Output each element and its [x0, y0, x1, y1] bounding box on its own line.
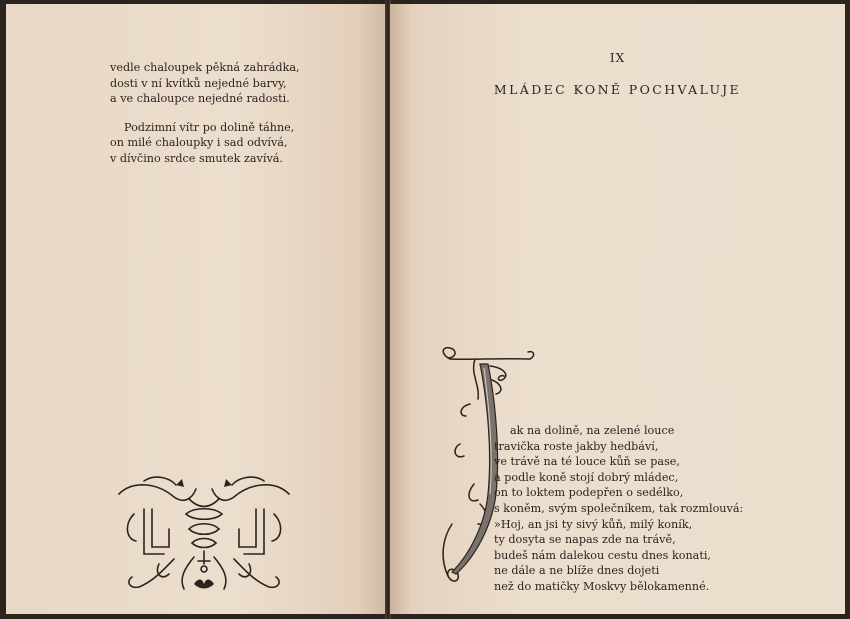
- right-poem: [494, 423, 743, 595]
- poem-line: ve trávě na té louce kůň se pase,: [494, 455, 680, 469]
- poem-stanza: [110, 60, 300, 107]
- tailpiece-ornament-icon: [114, 469, 294, 599]
- poem-line: než do matičky Moskvy bělokamenné.: [494, 579, 710, 593]
- poem-line: on milé chaloupky i sad odvívá,: [110, 136, 288, 150]
- poem-line: vedle chaloupek pěkná zahrádka,: [110, 61, 300, 74]
- poem-line: v dívčino srdce smutek zavívá.: [110, 151, 283, 165]
- right-page: [390, 4, 845, 614]
- poem-line: a ve chaloupce nejedné radosti.: [110, 92, 290, 106]
- chapter-title: MLÁDEC KONĚ POCHVALUJE: [493, 82, 742, 97]
- left-page: [6, 4, 388, 614]
- poem-line: »Hoj, an jsi ty sivý kůň, milý koník,: [494, 517, 693, 531]
- poem-line: on to loktem podepřen o sedélko,: [494, 486, 684, 500]
- poem-line: a podle koně stojí dobrý mládec,: [494, 470, 679, 484]
- poem-line: travička roste jakby hedbáví,: [494, 439, 659, 453]
- poem-line: ty dosyta se napas zde na trávě,: [494, 533, 676, 547]
- poem-line: s koněm, svým společníkem, tak rozmlouvá:: [494, 501, 744, 515]
- poem-line: Podzimní vítr po dolině táhne,: [124, 120, 295, 134]
- left-poem: [110, 60, 300, 180]
- poem-line: ak na dolině, na zelené louce: [510, 424, 675, 437]
- poem-line: dosti v ní kvítků nejedné barvy,: [110, 76, 287, 90]
- poem-line: ne dále a ne blíže dnes dojeti: [494, 564, 660, 578]
- chapter-number: IX: [609, 51, 626, 65]
- poem-line: budeš nám dalekou cestu dnes konati,: [494, 548, 711, 562]
- poem-stanza: [110, 120, 300, 167]
